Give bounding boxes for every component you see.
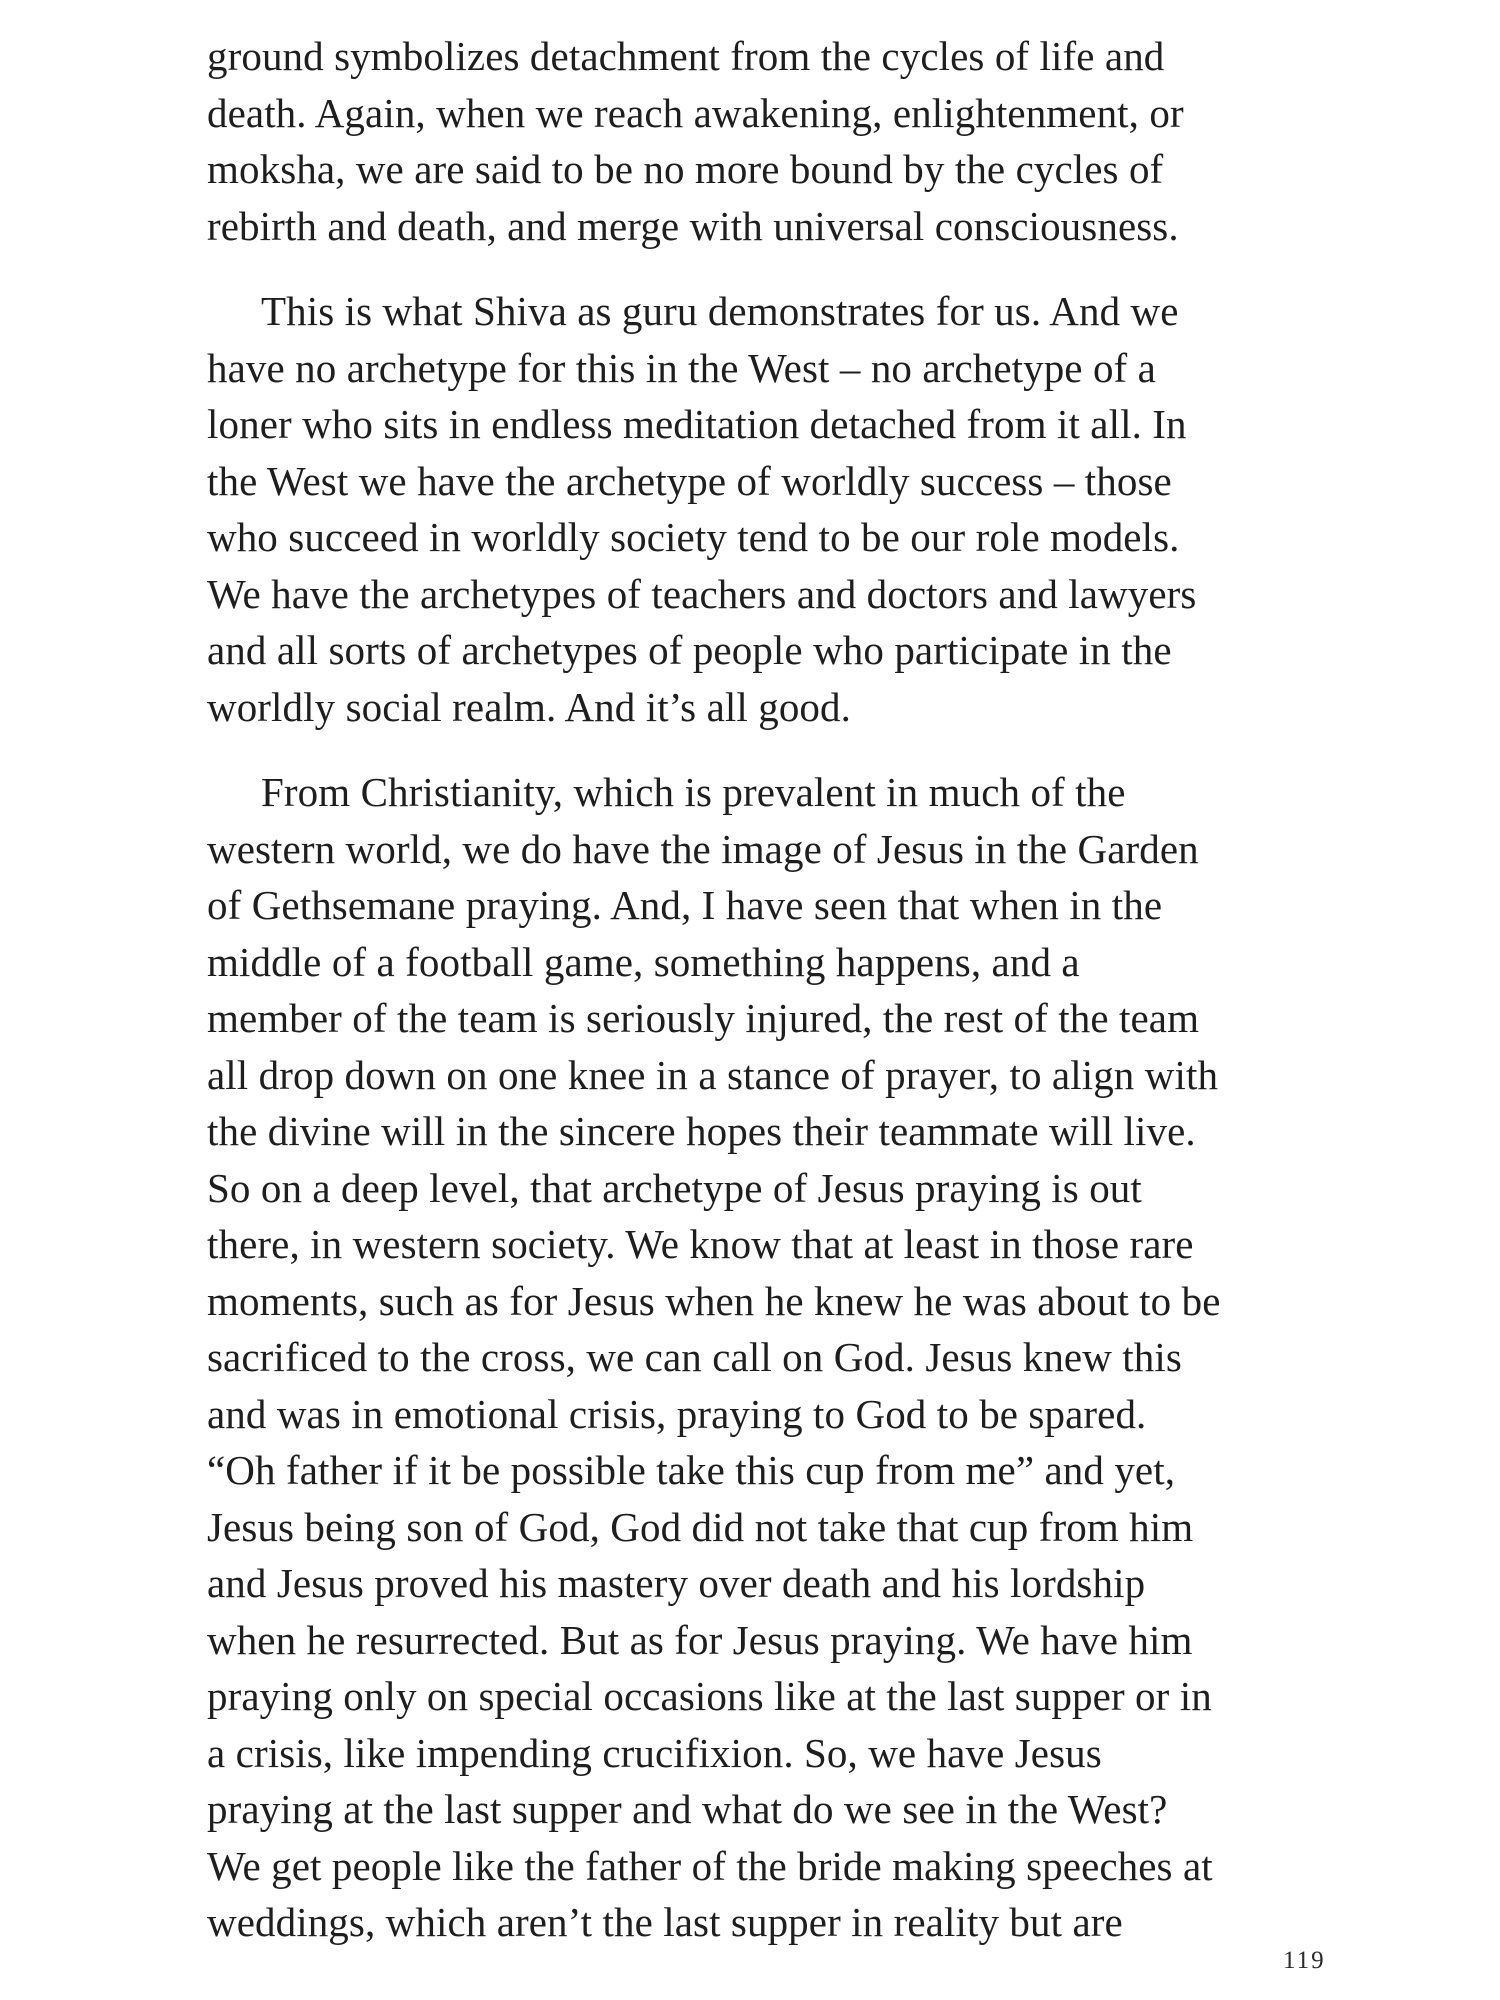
- text-line: western world, we do have the image of Jesus in the Garden: [207, 825, 1199, 872]
- text-line: We get people like the father of the bride making speeches at: [207, 1842, 1213, 1889]
- text-line: weddings, which aren’t the last supper in reality but are: [207, 1899, 1123, 1945]
- text-line: the West we have the archetype of worldly success – those: [207, 457, 1172, 504]
- text-line: when he resurrected. But as for Jesus praying. We have him: [207, 1616, 1193, 1663]
- text-line: and was in emotional crisis, praying to God to be spared.: [207, 1390, 1147, 1437]
- text-line: of Gethsemane praying. And, I have seen that when in the: [207, 882, 1163, 928]
- text-line: have no archetype for this in the West – no archetype of a: [207, 344, 1156, 391]
- paragraph-spacer: [207, 254, 1337, 283]
- text-line: sacrificed to the cross, we can call on God. Jesus knew this: [207, 1334, 1182, 1380]
- paragraph-3: [207, 764, 1337, 1951]
- text-line: praying only on special occasions like at the last supper or in: [207, 1673, 1212, 1719]
- paragraph-1: [207, 28, 1337, 254]
- text-line: moments, such as for Jesus when he knew he was about to be: [207, 1277, 1221, 1324]
- paragraph-spacer: [207, 735, 1337, 764]
- text-line: and all sorts of archetypes of people who participate in the: [207, 627, 1172, 673]
- text-line: So on a deep level, that archetype of Jesus praying is out: [207, 1164, 1142, 1211]
- text-line: rebirth and death, and merge with universal consciousness.: [207, 202, 1179, 249]
- text-line: member of the team is seriously injured, the rest of the team: [207, 995, 1200, 1041]
- text-line: We have the archetypes of teachers and doctors and lawyers: [207, 570, 1197, 617]
- text-line: moksha, we are said to be no more bound by the cycles of: [207, 146, 1164, 192]
- text-line: death. Again, when we reach awakening, enlightenment, or: [207, 89, 1184, 136]
- text-line: ground symbolizes detachment from the cycles of life and: [207, 33, 1165, 79]
- text-line: loner who sits in endless meditation detached from it all. In: [207, 401, 1187, 447]
- text-line: worldly social realm. And it’s all good.: [207, 683, 851, 730]
- text-line: “Oh father if it be possible take this cup from me” and yet,: [207, 1447, 1176, 1493]
- text-line: there, in western society. We know that at least in those rare: [207, 1221, 1194, 1267]
- text-line-first: From Christianity, which is prevalent in much of the: [261, 769, 1126, 815]
- body-text: [207, 28, 1337, 1951]
- page-number: 119: [1283, 1947, 1326, 1974]
- text-line: praying at the last supper and what do we see in the West?: [207, 1786, 1168, 1832]
- text-line-first: This is what Shiva as guru demonstrates for us. And we: [261, 288, 1179, 334]
- text-line: Jesus being son of God, God did not take that cup from him: [207, 1503, 1194, 1550]
- text-line: middle of a football game, something happens, and a: [207, 938, 1080, 985]
- text-line: all drop down on one knee in a stance of prayer, to align with: [207, 1051, 1219, 1098]
- text-line: and Jesus proved his mastery over death and his lordship: [207, 1560, 1146, 1606]
- text-line: who succeed in worldly society tend to be our role models.: [207, 514, 1180, 560]
- text-line: a crisis, like impending crucifixion. So, we have Jesus: [207, 1729, 1102, 1776]
- paragraph-2: [207, 283, 1337, 735]
- text-line: the divine will in the sincere hopes their teammate will live.: [207, 1108, 1196, 1154]
